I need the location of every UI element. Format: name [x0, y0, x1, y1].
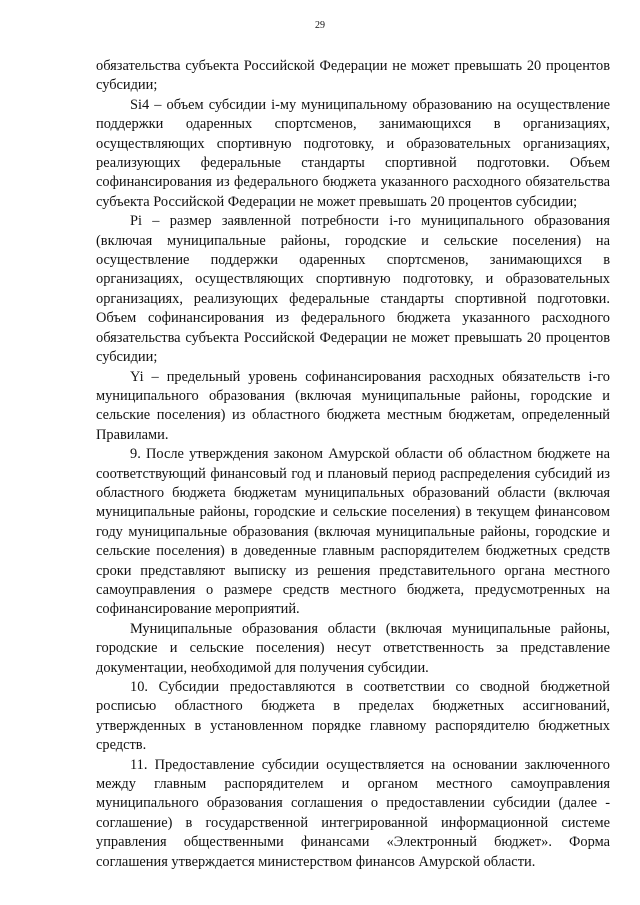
paragraph-item-11: 11. Предоставление субсидии осуществляется на основании заключенного между главным распорядителем и органом местного самоуправления муниципального образования соглашения о предоставлении субсидии (далее - соглашение) в государственной интегрированной информационной системе управления общественными финансами «Электронный бюджет». Форма соглашения утверждается министерством финансов Амурской области.: [96, 756, 610, 870]
paragraph-yi-definition: Yi – предельный уровень софинансирования расходных обязательств i-го муниципального образования (включая муниципальные районы, городские и сельские поселения) из областного бюджета местным бюджетам, определенный Правилами.: [96, 368, 610, 443]
page-number: 29: [315, 20, 325, 31]
paragraph-item-10: 10. Субсидии предоставляются в соответствии со сводной бюджетной росписью областного бюджета в пределах бюджетных ассигнований, утвержденных в установленном порядке главному распорядителю бюджетных средств.: [96, 679, 610, 754]
paragraph-si4-definition: Si4 – объем субсидии i-му муниципальному образованию на осуществление поддержки одаренных спортсменов, занимающихся в организациях, осуществляющих спортивную подготовку, и образовательных организациях, реализующих федеральные стандарты спортивной подготовки. Объем софинансирования из федерального бюджета указанного расходного обязательства субъекта Российской Федерации не может превышать 20 процентов субсидии;: [96, 96, 610, 210]
paragraph-pi-definition: Pi – размер заявленной потребности i-го муниципального образования (включая муниципальные районы, городские и сельские поселения) на осуществление поддержки одаренных спортсменов, занимающихся в организациях, осуществляющих спортивную подготовку, и образовательных организациях, реализующих федеральные стандарты спортивной подготовки. Объем софинансирования из федерального бюджета указанного расходного обязательства субъекта Российской Федерации не может превышать 20 процентов субсидии;: [96, 213, 610, 366]
paragraph-responsibility: Муниципальные образования области (включая муниципальные районы, городские и сельские поселения) несут ответственность за представление документации, необходимой для получения субсидии.: [96, 620, 610, 676]
paragraph-item-9: 9. После утверждения законом Амурской области об областном бюджете на соответствующий финансовый год и плановый период распределения субсидий из областного бюджета бюджетам муниципальных образований области (включая муниципальные районы, городские и сельские поселения) в текущем финансовом году муниципальные образования (включая муниципальные районы, городские и сельские поселения) в доведенные главным распорядителем бюджетных средств сроки представляют выписку из решения представительного органа местного самоуправления о размере средств местного бюджета, предусмотренных на софинансирование мероприятий.: [96, 446, 610, 618]
paragraph-continuation: обязательства субъекта Российской Федерации не может превышать 20 процентов субсидии;: [96, 58, 610, 94]
document-body: [96, 57, 610, 872]
